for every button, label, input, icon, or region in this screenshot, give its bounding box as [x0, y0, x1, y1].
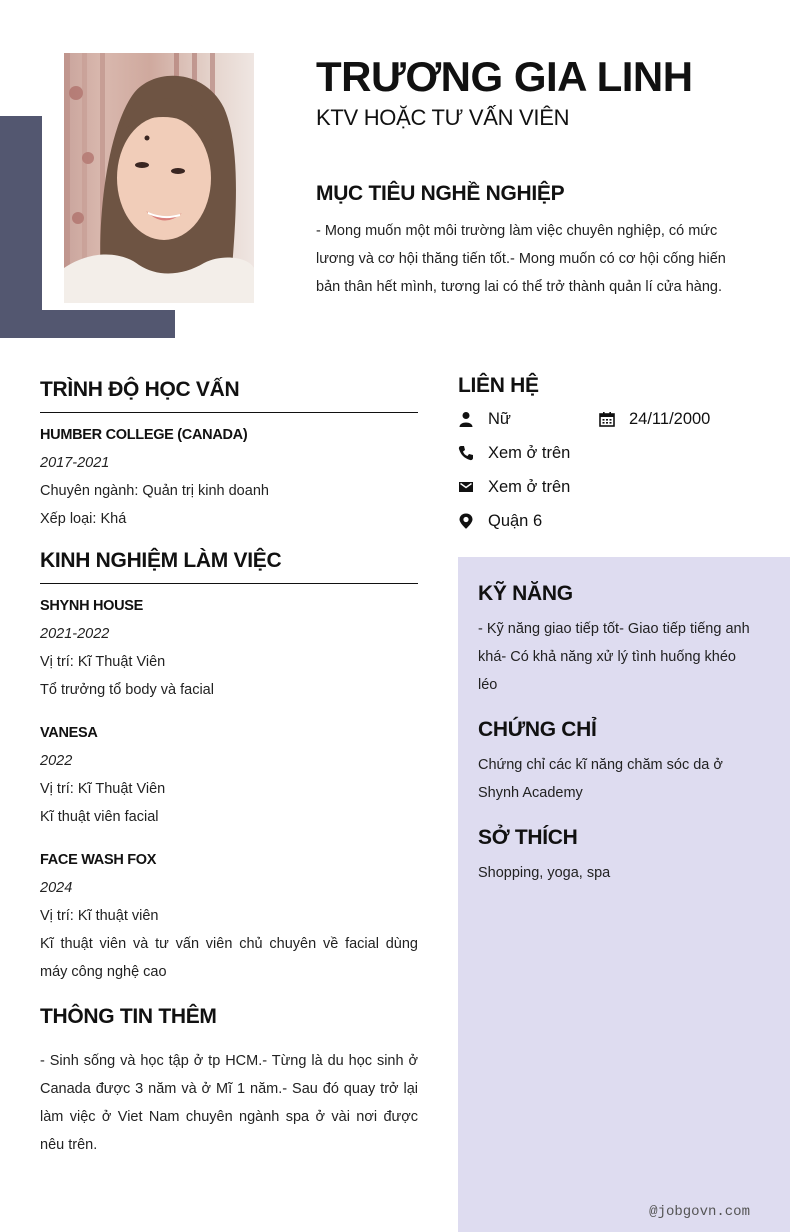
- skills-heading: KỸ NĂNG: [478, 582, 573, 605]
- job-title: KTV HOẶC TƯ VẤN VIÊN: [316, 105, 570, 130]
- objective-heading: MỤC TIÊU NGHỀ NGHIỆP: [316, 182, 565, 205]
- profile-photo: [64, 53, 254, 303]
- education-section: [40, 374, 418, 533]
- candidate-name: TRƯƠNG GIA LINH: [316, 53, 693, 100]
- experience-description: Tổ trưởng tổ body và facial: [40, 682, 214, 698]
- experience-description: Kĩ thuật viên và tư vấn viên chủ chuyên về facial dùng máy công nghệ cao: [40, 936, 418, 980]
- education-years: 2017-2021: [40, 455, 110, 471]
- contact-row-gender-birthday: [458, 402, 778, 436]
- accent-block-horizontal: [0, 310, 175, 338]
- calendar-icon: [599, 411, 615, 427]
- education-heading: TRÌNH ĐỘ HỌC VẤN: [40, 378, 240, 401]
- section-divider: [40, 583, 418, 584]
- hobbies-heading: SỞ THÍCH: [478, 826, 578, 849]
- objective-text: - Mong muốn một môi trường làm việc chuyên nghiệp, có mức lương và cơ hội thăng tiến tốt.- Mong muốn có cơ hội cống hiến bản thân hết mình, tương lai có thể trở thành quản lí cửa hàng.: [316, 223, 726, 295]
- phone-icon: [458, 445, 474, 461]
- experience-item: [40, 719, 418, 831]
- education-major: Chuyên ngành: Quản trị kinh doanh: [40, 483, 269, 499]
- experience-item: [40, 592, 418, 704]
- skills-text: - Kỹ năng giao tiếp tốt- Giao tiếp tiếng anh khá- Có khả năng xử lý tình huống khéo léo: [478, 621, 750, 693]
- person-icon: [458, 411, 474, 427]
- experience-position: Vị trí: Kĩ Thuật Viên: [40, 654, 166, 670]
- experience-years: 2022: [40, 753, 73, 769]
- contact-row-phone: [458, 436, 778, 470]
- certificates-text: Chứng chỉ các kĩ năng chăm sóc da ở Shynh Academy: [478, 757, 723, 801]
- experience-description: Kĩ thuật viên facial: [40, 809, 159, 825]
- map-pin-icon: [458, 513, 474, 529]
- experience-position: Vị trí: Kĩ Thuật Viên: [40, 781, 166, 797]
- contact-section: [458, 370, 778, 538]
- experience-item: [40, 846, 418, 986]
- experience-heading: KINH NGHIỆM LÀM VIỆC: [40, 549, 282, 572]
- hobbies-text: Shopping, yoga, spa: [478, 865, 611, 881]
- additional-info-section: [40, 1001, 418, 1159]
- additional-info-heading: THÔNG TIN THÊM: [40, 1005, 217, 1028]
- certificates-heading: CHỨNG CHỈ: [478, 718, 597, 741]
- left-column: [40, 374, 418, 1159]
- contact-row-address: [458, 504, 778, 538]
- company-name: SHYNH HOUSE: [40, 598, 144, 614]
- section-divider: [40, 412, 418, 413]
- school-name: HUMBER COLLEGE (CANADA): [40, 427, 248, 443]
- additional-info-text: - Sinh sống và học tập ở tp HCM.- Từng là du học sinh ở Canada được 3 năm và ở Mĩ 1 năm.- Sau đó quay trở lại làm việc ở Viet Nam chuyên ngành spa ở vài nơi được nêu trên.: [40, 1053, 418, 1153]
- experience-years: 2021-2022: [40, 626, 110, 642]
- education-grade: Xếp loại: Khá: [40, 511, 127, 527]
- phone-value: Xem ở trên: [488, 444, 571, 462]
- gender-value: Nữ: [488, 410, 511, 428]
- envelope-icon: [458, 479, 474, 495]
- address-value: Quận 6: [488, 512, 543, 530]
- company-name: FACE WASH FOX: [40, 852, 157, 868]
- experience-position: Vị trí: Kĩ thuật viên: [40, 908, 159, 924]
- company-name: VANESA: [40, 725, 98, 741]
- email-value: Xem ở trên: [488, 478, 571, 496]
- experience-section: [40, 545, 418, 986]
- side-panel: [458, 557, 790, 1232]
- experience-years: 2024: [40, 880, 73, 896]
- contact-row-email: [458, 470, 778, 504]
- accent-block-vertical: [0, 116, 42, 338]
- contact-heading: LIÊN HỆ: [458, 374, 539, 397]
- watermark: @jobgovn.com: [649, 1204, 750, 1220]
- birthday-value: 24/11/2000: [629, 410, 711, 428]
